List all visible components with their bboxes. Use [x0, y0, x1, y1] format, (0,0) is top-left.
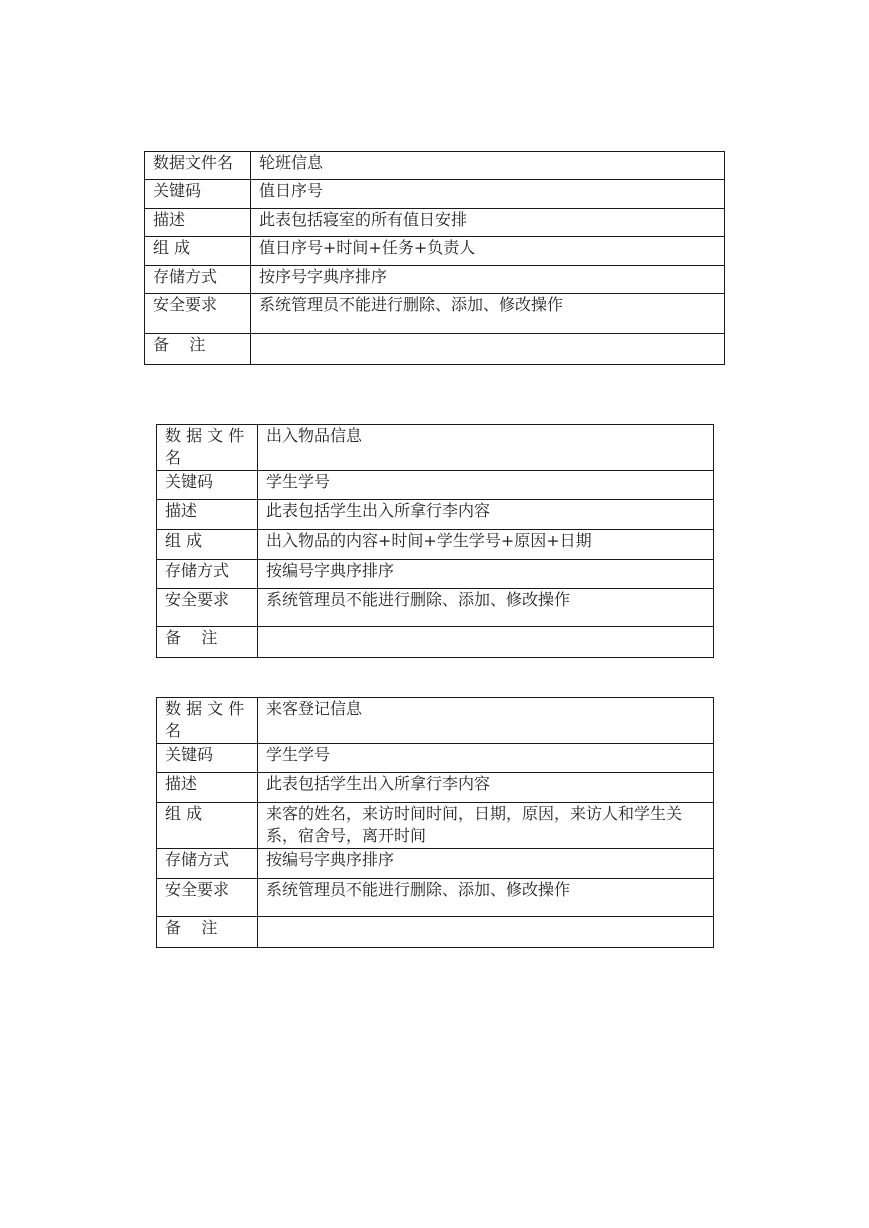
- row-label: 存储方式: [157, 560, 258, 589]
- row-label: 安全要求: [157, 589, 258, 627]
- row-label: 关键码: [157, 744, 258, 773]
- table-row: [157, 425, 714, 471]
- row-value: 系统管理员不能进行删除、添加、修改操作: [251, 294, 725, 334]
- row-label: 数 据 文 件 名: [157, 425, 258, 471]
- data-dictionary-table-visitors: [156, 697, 714, 948]
- table-row: [145, 334, 725, 365]
- row-value: 系统管理员不能进行删除、添加、修改操作: [258, 879, 714, 917]
- row-value: 值日序号: [251, 180, 725, 209]
- row-label: 组 成: [157, 803, 258, 849]
- table-row: [157, 803, 714, 849]
- row-value: 按序号字典序排序: [251, 266, 725, 294]
- table-row: [157, 560, 714, 589]
- row-label: 安全要求: [145, 294, 251, 334]
- table-row: [157, 471, 714, 500]
- table-row: [145, 209, 725, 237]
- row-value: 按编号字典序排序: [258, 560, 714, 589]
- data-dictionary-table-items: [156, 424, 714, 658]
- table-row: [157, 500, 714, 530]
- row-value: 此表包括学生出入所拿行李内容: [258, 500, 714, 530]
- table-row: [157, 698, 714, 744]
- row-label: 存储方式: [157, 849, 258, 879]
- row-label: 组 成: [157, 530, 258, 560]
- row-value: [258, 917, 714, 948]
- row-value: [251, 334, 725, 365]
- row-value: 轮班信息: [251, 152, 725, 180]
- row-value: 来客的姓名，来访时间时间，日期，原因，来访人和学生关系，宿舍号，离开时间: [258, 803, 714, 849]
- row-value: 学生学号: [258, 744, 714, 773]
- row-value: 值日序号+时间+任务+负责人: [251, 237, 725, 266]
- row-label: 备 注: [157, 627, 258, 658]
- row-label: 数 据 文 件 名: [157, 698, 258, 744]
- row-label: 安全要求: [157, 879, 258, 917]
- row-value: [258, 627, 714, 658]
- table-row: [157, 530, 714, 560]
- table-row: [145, 237, 725, 266]
- table-row: [145, 152, 725, 180]
- row-label: 备 注: [145, 334, 251, 365]
- table-row: [157, 589, 714, 627]
- table-row: [157, 744, 714, 773]
- data-dictionary-table-shift: [144, 151, 725, 365]
- row-label: 组 成: [145, 237, 251, 266]
- table-row: [145, 266, 725, 294]
- row-label: 存储方式: [145, 266, 251, 294]
- row-label: 关键码: [145, 180, 251, 209]
- row-label: 描述: [145, 209, 251, 237]
- row-value: 出入物品信息: [258, 425, 714, 471]
- table-row: [157, 917, 714, 948]
- row-value: 来客登记信息: [258, 698, 714, 744]
- table-row: [157, 773, 714, 803]
- row-label: 数据文件名: [145, 152, 251, 180]
- row-value: 此表包括寝室的所有值日安排: [251, 209, 725, 237]
- table-row: [145, 180, 725, 209]
- row-value: 此表包括学生出入所拿行李内容: [258, 773, 714, 803]
- table-row: [157, 627, 714, 658]
- row-value: 按编号字典序排序: [258, 849, 714, 879]
- row-value: 出入物品的内容+时间+学生学号+原因+日期: [258, 530, 714, 560]
- row-label: 描述: [157, 773, 258, 803]
- row-label: 关键码: [157, 471, 258, 500]
- row-label: 备 注: [157, 917, 258, 948]
- table-row: [157, 879, 714, 917]
- row-value: 学生学号: [258, 471, 714, 500]
- table-row: [157, 849, 714, 879]
- row-label: 描述: [157, 500, 258, 530]
- row-value: 系统管理员不能进行删除、添加、修改操作: [258, 589, 714, 627]
- table-row: [145, 294, 725, 334]
